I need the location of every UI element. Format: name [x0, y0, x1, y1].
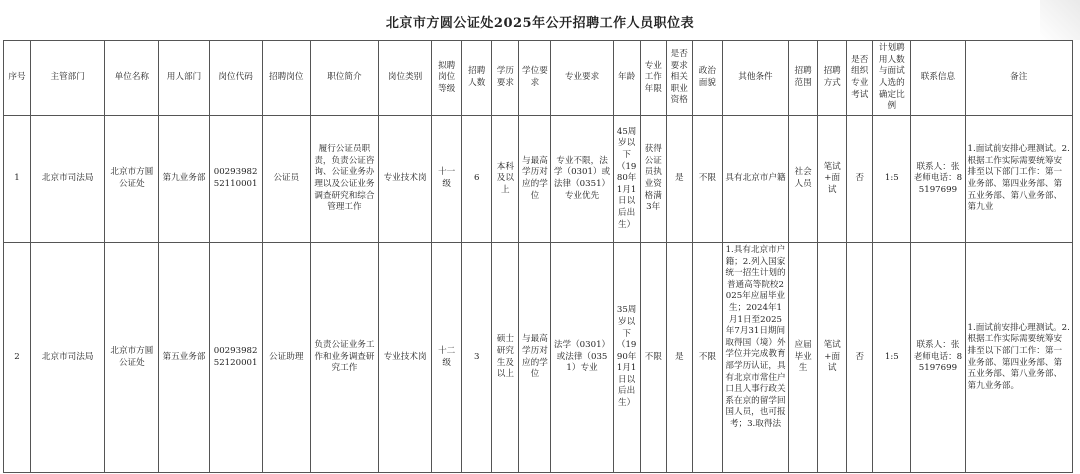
header-cell: 岗位代码	[209, 41, 262, 116]
header-cell: 拟聘岗位等级	[432, 41, 462, 116]
table-cell: 否	[847, 243, 873, 473]
header-cell: 招聘方式	[818, 41, 847, 116]
table-cell: 是	[666, 116, 692, 243]
table-cell: 与最高学历对应的学位	[519, 243, 551, 473]
header-cell: 主管部门	[31, 41, 105, 116]
table-cell: 6	[462, 116, 492, 243]
table-cell: 硕士研究生及以上	[492, 243, 519, 473]
table-cell: 本科及以上	[492, 116, 519, 243]
table-cell: 45周岁以下（1980年1月1日以后出生）	[613, 116, 640, 243]
table-cell: 否	[847, 116, 873, 243]
header-cell: 学位要求	[519, 41, 551, 116]
header-cell: 专业工作年限	[640, 41, 666, 116]
table-cell: 履行公证员职责，负责公证咨询、公证业务办理以及公证业务调查研究和综合管理工作	[310, 116, 378, 243]
table-cell: 笔试+面试	[818, 243, 847, 473]
table-cell: 是	[666, 243, 692, 473]
header-cell: 用人部门	[159, 41, 209, 116]
table-cell: 专业不限，法学（0301）或法律（0351）专业优先	[551, 116, 613, 243]
table-cell: 不限	[640, 243, 666, 473]
header-cell: 单位名称	[105, 41, 159, 116]
table-cell: 第五业务部	[159, 243, 209, 473]
header-cell: 是否要求相关职业资格	[666, 41, 692, 116]
header-cell: 招聘岗位	[262, 41, 310, 116]
table-cell: 专业技术岗	[379, 243, 432, 473]
job-table-container	[3, 40, 1073, 472]
table-cell: 公证员	[262, 116, 310, 243]
table-row	[4, 243, 1073, 473]
table-cell: 负责公证业务工作和业务调查研究工作	[310, 243, 378, 473]
table-cell: 0029398252110001	[209, 116, 262, 243]
header-cell: 其他条件	[722, 41, 788, 116]
table-cell: 十二级	[432, 243, 462, 473]
table-cell: 1	[4, 116, 31, 243]
header-row	[4, 41, 1073, 116]
table-cell: 获得公证员执业资格满3年	[640, 116, 666, 243]
table-cell: 1.具有北京市户籍；2.列入国家统一招生计划的普通高等院校2025年应届毕业生；2024年1月1日至2025年7月31日期间取得国（境）外学位并完成教育部学历认证，具有北京市常住户口且人事行政关系在京的留学回国人员，也可报考；3.取得法	[722, 243, 788, 473]
table-row	[4, 116, 1073, 243]
table-cell: 1.面试前安排心理测试。2.根据工作实际需要统筹安排至以下部门工作：第一业务部、第四业务部、第五业务部、第八业务部、第九业	[965, 116, 1073, 243]
table-cell: 公证助理	[262, 243, 310, 473]
header-cell: 政治面貌	[692, 41, 722, 116]
table-cell: 北京市司法局	[31, 116, 105, 243]
table-cell: 0029398252120001	[209, 243, 262, 473]
table-cell: 联系人：张老师电话：85197699	[911, 243, 965, 473]
header-cell: 岗位类别	[379, 41, 432, 116]
table-cell: 2	[4, 243, 31, 473]
table-cell: 1:5	[873, 116, 911, 243]
header-cell: 是否组织专业考试	[847, 41, 873, 116]
table-cell: 专业技术岗	[379, 116, 432, 243]
header-cell: 联系信息	[911, 41, 965, 116]
header-cell: 学历要求	[492, 41, 519, 116]
header-cell: 备注	[965, 41, 1073, 116]
page-title: 北京市方圆公证处2025年公开招聘工作人员职位表	[385, 16, 695, 31]
table-cell: 北京市方圆公证处	[105, 116, 159, 243]
table-cell: 与最高学历对应的学位	[519, 116, 551, 243]
header-cell: 专业要求	[551, 41, 613, 116]
table-cell: 1:5	[873, 243, 911, 473]
table-cell: 35周岁以下（1990年1月1日以后出生）	[613, 243, 640, 473]
header-cell: 计划聘用人数与面试人选的确定比例	[873, 41, 911, 116]
table-cell: 应届毕业生	[789, 243, 818, 473]
table-cell: 具有北京市户籍	[722, 116, 788, 243]
header-cell: 招聘人数	[462, 41, 492, 116]
table-cell: 不限	[692, 243, 722, 473]
job-table	[3, 40, 1073, 473]
table-cell: 社会人员	[789, 116, 818, 243]
table-cell: 联系人：张老师电话：85197699	[911, 116, 965, 243]
header-cell: 年龄	[613, 41, 640, 116]
table-cell: 法学（0301）或法律（0351）专业	[551, 243, 613, 473]
table-cell: 1.面试前安排心理测试。2.根据工作实际需要统筹安排至以下部门工作：第一业务部、第四业务部、第五业务部、第八业务部、第九业务部。	[965, 243, 1073, 473]
table-cell: 北京市方圆公证处	[105, 243, 159, 473]
table-cell: 笔试+面试	[818, 116, 847, 243]
table-cell: 不限	[692, 116, 722, 243]
header-cell: 职位简介	[310, 41, 378, 116]
table-cell: 北京市司法局	[31, 243, 105, 473]
header-cell: 序号	[4, 41, 31, 116]
table-cell: 十一级	[432, 116, 462, 243]
table-cell: 3	[462, 243, 492, 473]
header-cell: 招聘范围	[789, 41, 818, 116]
table-cell: 第九业务部	[159, 116, 209, 243]
